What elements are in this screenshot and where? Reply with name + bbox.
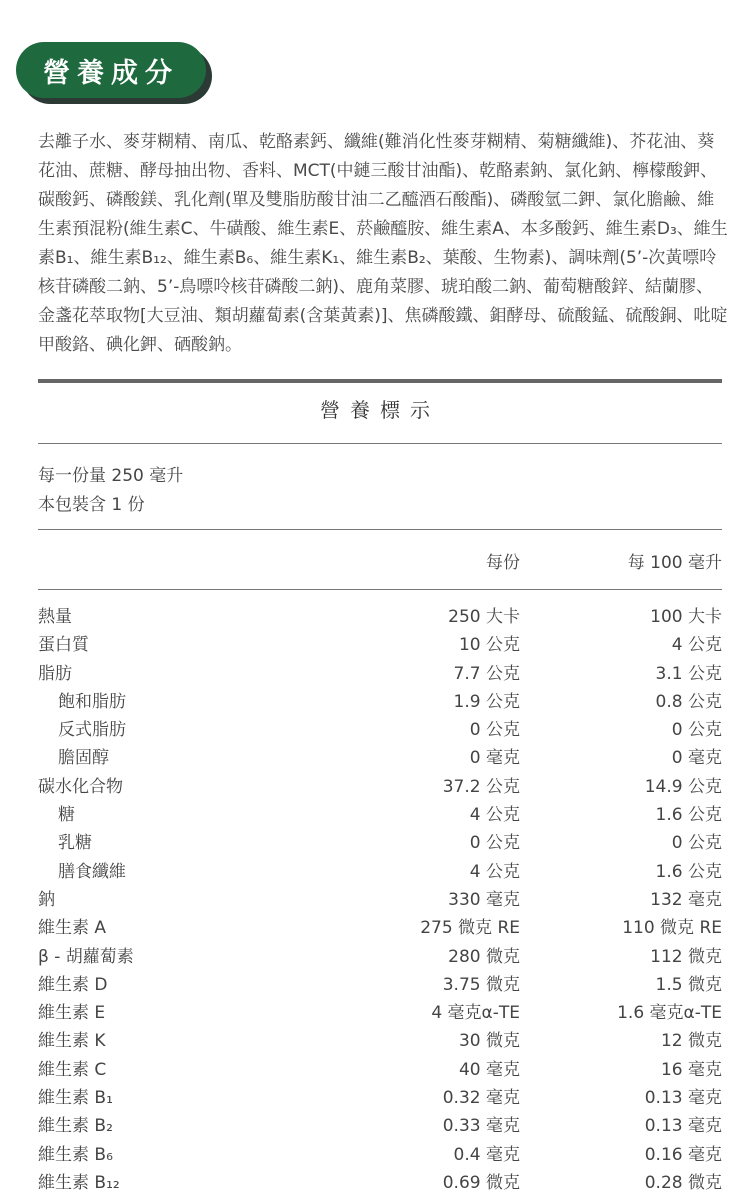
per-100ml-value: 12 微克 [660, 1031, 722, 1052]
per-100ml-value: 14.9 公克 [644, 776, 722, 797]
table-row [38, 1169, 722, 1197]
per-serving-value: 37.2 公克 [442, 776, 520, 797]
table-row [38, 688, 722, 716]
divider [38, 443, 722, 444]
per-100ml-value: 112 微克 [650, 946, 722, 967]
divider [38, 589, 722, 590]
ingredients-text: 去離子水、麥芽糊精、南瓜、乾酪素鈣、纖維(難消化性麥芽糊精、菊糖纖維)、芥花油、葵花油、蔗糖、酵母抽出物、香料、MCT(中鏈三酸甘油酯)、乾酪素鈉、氯化鈉、檸檬酸鉀、碳酸鈣、磷酸鎂、乳化劑(單及雙脂肪酸甘油二乙醯酒石酸酯)、磷酸氫二鉀、氯化膽鹼、維生素預混粉(維生素C、牛磺酸、維生素E、菸鹼醯胺、維生素A、本多酸鈣、維生素D₃、維生素B₁、維生素B₁₂、維生素B₆、維生素K₁、維生素B₂、葉酸、生物素)、調味劑(5’-次黃嘌呤核苷磷酸二鈉、5’-鳥嘌呤核苷磷酸二鈉)、鹿角菜膠、琥珀酸二鈉、葡萄糖酸鋅、結蘭膠、金盞花萃取物[大豆油、類胡蘿蔔素(含葉黃素)]、焦磷酸鐵、鉬酵母、硫酸錳、硫酸銅、吡啶甲酸鉻、碘化鉀、硒酸鈉。 [38, 132, 728, 355]
nutrient-name: 脂肪 [38, 663, 72, 684]
per-serving-value: 4 公克 [469, 861, 520, 882]
per-serving-value: 280 微克 [448, 946, 520, 967]
nutrient-name: 維生素 B₂ [38, 1116, 113, 1137]
table-row [38, 943, 722, 971]
per-serving-value: 0.32 毫克 [442, 1088, 520, 1109]
nutrient-name: β - 胡蘿蔔素 [38, 946, 134, 967]
table-row [38, 1056, 722, 1084]
per-serving-value: 1.9 公克 [453, 691, 520, 712]
per-100ml-value: 0.16 毫克 [644, 1144, 722, 1165]
per-100ml-value: 4 公克 [671, 635, 722, 656]
servings-per-pack: 本包裝含 1 份 [38, 495, 145, 515]
table-row [38, 971, 722, 999]
nutrient-name: 維生素 A [38, 918, 107, 939]
per-100ml-value: 3.1 公克 [655, 663, 722, 684]
serving-size: 每一份量 250 毫升 [38, 466, 184, 486]
table-row [38, 631, 722, 659]
table-row [38, 716, 722, 744]
nutrient-name: 熱量 [38, 607, 72, 627]
nutrient-name: 飽和脂肪 [58, 691, 126, 712]
per-serving-value: 3.75 微克 [442, 974, 520, 995]
nutrient-name: 維生素 C [38, 1059, 107, 1080]
per-serving-value: 30 微克 [458, 1031, 520, 1052]
nutrient-name: 乳糖 [58, 833, 92, 854]
nutrient-name: 膳食纖維 [58, 861, 126, 882]
table-row [38, 603, 722, 631]
per-serving-value: 0 毫克 [469, 748, 520, 769]
per-serving-value: 275 微克 RE [420, 918, 520, 939]
per-100ml-value: 0.13 毫克 [644, 1116, 722, 1137]
per-serving-value: 250 大卡 [448, 607, 520, 627]
nutrient-name: 維生素 K [38, 1031, 106, 1052]
divider [38, 529, 722, 530]
per-serving-value: 0 公克 [469, 833, 520, 854]
per-serving-value: 0.33 毫克 [442, 1116, 520, 1137]
table-row [38, 1084, 722, 1112]
nutrient-name: 碳水化合物 [38, 776, 123, 797]
per-100ml-value: 1.5 微克 [655, 974, 722, 995]
nutrient-table [38, 603, 722, 1197]
table-row [38, 858, 722, 886]
nutrient-name: 維生素 B₁₂ [38, 1172, 120, 1193]
section-title: 營養成分 [16, 42, 206, 98]
per-serving-value: 330 毫克 [448, 889, 520, 910]
per-100ml-value: 16 毫克 [660, 1059, 722, 1080]
per-100ml-value: 100 大卡 [650, 607, 722, 627]
per-100ml-value: 0.8 公克 [655, 691, 722, 712]
per-100ml-value: 1.6 公克 [655, 805, 722, 826]
per-serving-value: 7.7 公克 [453, 663, 520, 684]
nutrition-label-title: 營養標示 [320, 398, 440, 422]
per-100ml-value: 1.6 公克 [655, 861, 722, 882]
per-100ml-value: 132 毫克 [650, 889, 722, 910]
nutrient-name: 反式脂肪 [58, 720, 126, 741]
table-row [38, 660, 722, 688]
nutrient-name: 蛋白質 [38, 635, 89, 656]
nutrient-name: 維生素 E [38, 1003, 106, 1024]
per-serving-value: 4 毫克α-TE [431, 1003, 520, 1024]
table-row [38, 829, 722, 857]
table-row [38, 914, 722, 942]
per-serving-value: 0 公克 [469, 720, 520, 741]
per-serving-value: 10 公克 [458, 635, 520, 656]
nutrient-name: 鈉 [38, 889, 55, 910]
table-row [38, 1112, 722, 1140]
table-row [38, 1141, 722, 1169]
per-serving-value: 40 毫克 [458, 1059, 520, 1080]
nutrient-name: 維生素 B₁ [38, 1088, 113, 1109]
col-head-per-100ml: 每 100 毫升 [627, 553, 722, 573]
nutrient-name: 糖 [58, 805, 75, 826]
table-row [38, 1027, 722, 1055]
per-100ml-value: 0 毫克 [671, 748, 722, 769]
per-serving-value: 4 公克 [469, 805, 520, 826]
table-row [38, 886, 722, 914]
label-top-rule [38, 379, 722, 383]
per-100ml-value: 0 公克 [671, 833, 722, 854]
section-badge [16, 42, 216, 106]
col-head-per-serving: 每份 [486, 553, 520, 573]
nutrient-name: 膽固醇 [58, 748, 109, 769]
per-serving-value: 0.69 微克 [442, 1172, 520, 1193]
nutrient-name: 維生素 B₆ [38, 1144, 113, 1165]
per-100ml-value: 0.13 毫克 [644, 1088, 722, 1109]
table-row [38, 801, 722, 829]
per-100ml-value: 1.6 毫克α-TE [617, 1003, 722, 1024]
table-row [38, 773, 722, 801]
table-row [38, 999, 722, 1027]
per-serving-value: 0.4 毫克 [453, 1144, 520, 1165]
per-100ml-value: 110 微克 RE [622, 918, 722, 939]
nutrient-name: 維生素 D [38, 974, 108, 995]
table-row [38, 744, 722, 772]
per-100ml-value: 0.28 微克 [644, 1172, 722, 1193]
per-100ml-value: 0 公克 [671, 720, 722, 741]
